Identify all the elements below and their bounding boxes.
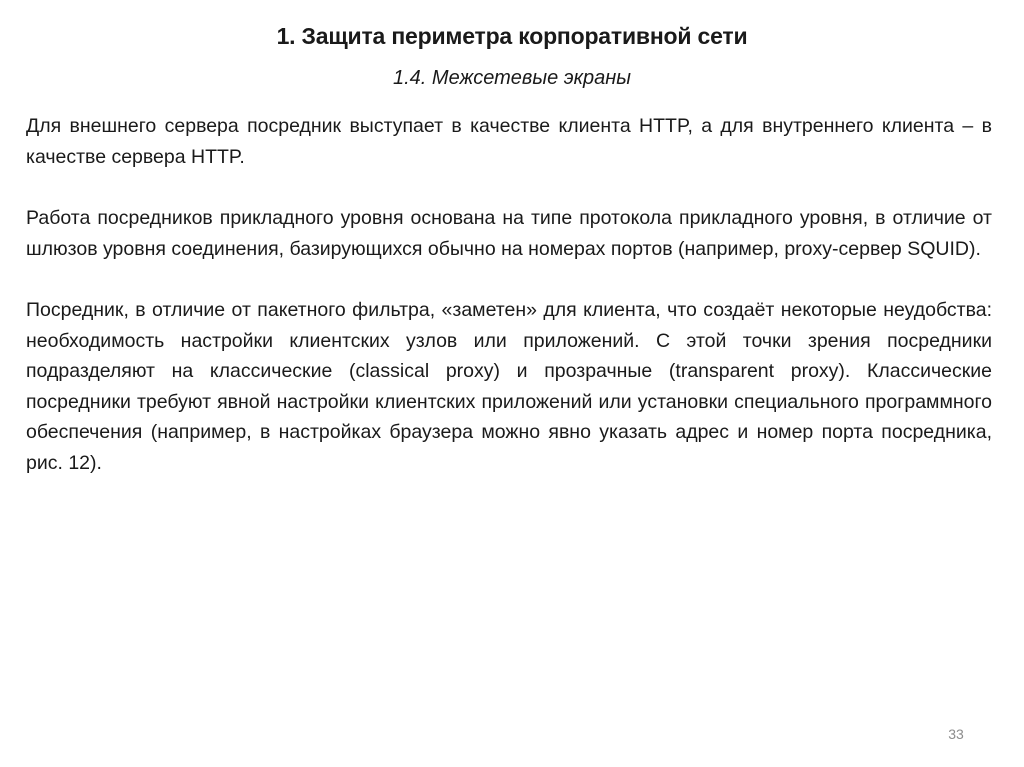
slide-title: 1. Защита периметра корпоративной сети <box>276 23 748 49</box>
slide-subtitle: 1.4. Межсетевые экраны <box>393 67 631 89</box>
paragraph-3: Посредник, в отличие от пакетного фильтра, «заметен» для клиента, что создаёт некоторые неудобства: необходимость настройки клиентских узлов или приложений. С этой точки зрения посредники подразделяют на классические (classical proxy) и прозрачные (transparent proxy). Классические посредники требуют явной настройки клиентских приложений или установки специального программного обеспечения (например, в настройках браузера можно явно указать адрес и номер порта посредника, рис. 12). <box>26 299 992 474</box>
slide-body <box>26 111 992 509</box>
page-number: 33 <box>948 726 964 742</box>
paragraph-2: Работа посредников прикладного уровня основана на типе протокола прикладного уровня, в отличие от шлюзов уровня соединения, базирующихся обычно на номерах портов (например, proxy-сервер SQUID). <box>26 207 992 260</box>
paragraph-1: Для внешнего сервера посредник выступает в качестве клиента HTTP, а для внутреннего клиента – в качестве сервера HTTP. <box>26 115 992 168</box>
